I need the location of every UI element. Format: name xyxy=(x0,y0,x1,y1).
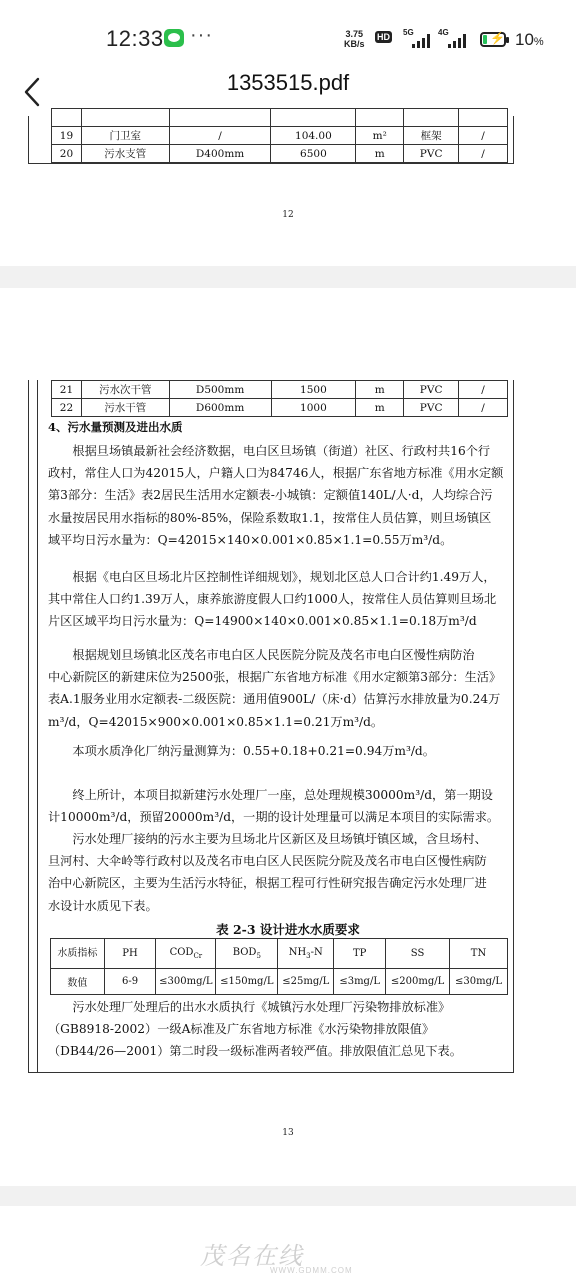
speed-value: 3.75 xyxy=(345,29,364,39)
table-cell: 框架 xyxy=(404,127,459,145)
battery-value: 10 xyxy=(515,30,534,49)
page-number: 13 xyxy=(282,1128,294,1138)
table-row xyxy=(52,127,508,145)
more-notifications-icon: ··· xyxy=(190,24,213,46)
pdf-page-13 xyxy=(0,288,576,1186)
table-cell: 6-9 xyxy=(104,969,156,995)
paragraph-hospital xyxy=(48,644,508,733)
table-cell: 1000 xyxy=(271,399,356,417)
table-cell: ≤30mg/L xyxy=(450,969,508,995)
table-cell: 门卫室 xyxy=(81,127,169,145)
table-cell: D600mm xyxy=(169,399,271,417)
table-cell: D400mm xyxy=(169,145,271,163)
paragraph-total xyxy=(48,740,508,762)
battery-level xyxy=(515,30,544,50)
text-line: 计10000m³/d，预留20000m³/d，一期的设计处理量可以满足本项目的实际需求。 xyxy=(48,810,500,825)
text-line: 污水处理厂处理后的出水水质执行《城镇污水处理厂污染物排放标准》 xyxy=(72,1000,451,1014)
watermark-logo: 茂名在线 xyxy=(200,1243,304,1270)
text-line: 根据规划旦场镇北区茂名市电白区人民医院分院及茂名市电白区慢性病防治 xyxy=(72,648,475,662)
text-line: 片区区域平均日污水量为：Q=14900×140×0.001×0.85×1.1=0.18万m³/d xyxy=(48,614,477,629)
text-line: m³/d，Q=42015×900×0.001×0.85×1.1=0.21万m³/d。 xyxy=(48,714,384,729)
signal-icon-2 xyxy=(448,34,472,48)
table-cell: m xyxy=(356,381,404,399)
table-cell: ≤300mg/L xyxy=(156,969,216,995)
table-cell: PVC xyxy=(404,381,459,399)
hd-voice-icon: HD xyxy=(377,32,390,42)
table-row xyxy=(51,969,508,995)
facility-table-p13 xyxy=(51,380,508,417)
pdf-page-12 xyxy=(0,116,576,266)
table-cell: / xyxy=(459,381,508,399)
table-header-cell: $COD_{Cr}$ xyxy=(156,939,216,969)
wechat-icon xyxy=(164,29,184,47)
table-cell: ≤3mg/L xyxy=(334,969,386,995)
network-speed xyxy=(344,29,365,49)
text-line: 根据旦场镇最新社会经济数据，电白区旦场镇（街道）社区、行政村共16个行 xyxy=(72,444,491,458)
paragraph-effluent xyxy=(48,996,508,1063)
table-cell: 6500 xyxy=(271,145,356,163)
text-line: 治中心新院区，主要为生活污水特征，根据工程可行性研究报告确定污水处理厂进 xyxy=(48,876,487,891)
network-type-5g: 5G xyxy=(403,28,414,37)
table-header-cell: TN xyxy=(450,939,508,969)
table-cell: 数值 xyxy=(51,969,105,995)
text-line: 表A.1服务业用水定额表-二级医院：通用值900L/（床·d）估算污水排放量为0.24万 xyxy=(48,692,501,707)
table-header-cell: PH xyxy=(104,939,156,969)
document-title: 1353515.pdf xyxy=(226,70,350,95)
clock: 12:33 xyxy=(106,26,164,51)
table-cell: D500mm xyxy=(169,381,271,399)
table-cell: 污水次干管 xyxy=(81,381,169,399)
table-cell: m xyxy=(356,145,404,163)
table-header-cell: SS xyxy=(386,939,450,969)
facility-table-p12 xyxy=(51,108,508,163)
table-row xyxy=(52,399,508,417)
water-quality-table xyxy=(50,938,508,995)
text-line: 其中常住人口约1.39万人，康养旅游度假人口约1000人，按常住人员估算则旦场北 xyxy=(48,592,497,607)
table-cell: / xyxy=(459,145,508,163)
table-cell: m² xyxy=(356,127,404,145)
table-cell: 22 xyxy=(52,399,82,417)
table-cell: 1500 xyxy=(271,381,356,399)
table-caption: 表 2-3 设计进水水质要求 xyxy=(216,922,360,937)
text-line: 终上所计，本项目拟新建污水处理厂一座，总处理规模30000m³/d，第一期设 xyxy=(72,788,493,802)
signal-icon xyxy=(412,34,436,48)
table-cell: ≤25mg/L xyxy=(278,969,334,995)
paragraph-north-district xyxy=(48,566,508,633)
text-line: 水量按居民用水指标的80%-85%，保险系数取1.1，按常住人员估算，则旦场镇区 xyxy=(48,510,492,525)
table-cell: 20 xyxy=(52,145,82,163)
section-heading: 4、污水量预测及进出水质 xyxy=(48,420,183,434)
text-line: 第3部分：生活》表2居民生活用水定额表-小城镇：定额值140L/人·d，人均综合污 xyxy=(48,488,493,503)
table-cell: / xyxy=(169,127,271,145)
text-line: （DB44/26—2001）第二时段一级标准两者较严值。排放限值汇总见下表。 xyxy=(48,1044,462,1059)
battery-icon: ⚡ xyxy=(480,32,506,47)
text-line: 域平均日污水量为：Q=42015×140×0.001×0.85×1.1=0.55万m³/d。 xyxy=(48,532,453,547)
page-number: 12 xyxy=(282,210,294,220)
text-line: 旦河村、大伞岭等行政村以及茂名市电白区人民医院分院及茂名市电白区慢性病防 xyxy=(48,854,487,869)
table-header-cell: 水质指标 xyxy=(51,939,105,969)
table-cell: 21 xyxy=(52,381,82,399)
table-cell: 污水干管 xyxy=(81,399,169,417)
table-cell: / xyxy=(459,127,508,145)
paragraph-influent xyxy=(48,828,508,917)
table-cell: ≤200mg/L xyxy=(386,969,450,995)
table-cell: ≤150mg/L xyxy=(216,969,278,995)
text-line: （GB8918-2002）一级A标准及广东省地方标准《水污染物排放限值》 xyxy=(48,1022,435,1037)
table-cell: m xyxy=(356,399,404,417)
text-line: 中心新院区的新建床位为2500张，根据广东省地方标准《用水定额第3部分：生活》 xyxy=(48,670,502,685)
watermark-url: WWW.GDMM.COM xyxy=(270,1266,353,1275)
table-header-row xyxy=(51,939,508,969)
battery-unit: % xyxy=(533,36,544,48)
table-cell: PVC xyxy=(404,399,459,417)
text-line: 污水处理厂接纳的污水主要为旦场北片区新区及旦场镇圩镇区域，含旦场村、 xyxy=(72,832,487,846)
paragraph-population xyxy=(48,440,508,551)
table-row xyxy=(52,109,508,127)
text-line: 政村，常住人口为42015人，户籍人口为84746人，根据广东省地方标准《用水定额 xyxy=(48,466,504,481)
table-cell: / xyxy=(459,399,508,417)
table-header-cell: $BOD_5$ xyxy=(216,939,278,969)
network-type-4g: 4G xyxy=(438,28,449,37)
text-line: 水设计水质见下表。 xyxy=(48,898,158,913)
table-row xyxy=(52,145,508,163)
text-line: 本项水质净化厂纳污量测算为：0.55+0.18+0.21=0.94万m³/d。 xyxy=(72,744,435,758)
table-header-cell: $NH_3-N$ xyxy=(278,939,334,969)
speed-unit: KB/s xyxy=(344,39,365,49)
paragraph-scale xyxy=(48,784,508,828)
table-cell: PVC xyxy=(404,145,459,163)
table-cell: 104.00 xyxy=(271,127,356,145)
table-cell: 污水支管 xyxy=(81,145,169,163)
text-line: 根据《电白区旦场北片区控制性详细规划》，规划北区总人口合计约1.49万人， xyxy=(72,570,496,584)
table-row xyxy=(52,381,508,399)
table-cell: 19 xyxy=(52,127,82,145)
table-header-cell: TP xyxy=(334,939,386,969)
